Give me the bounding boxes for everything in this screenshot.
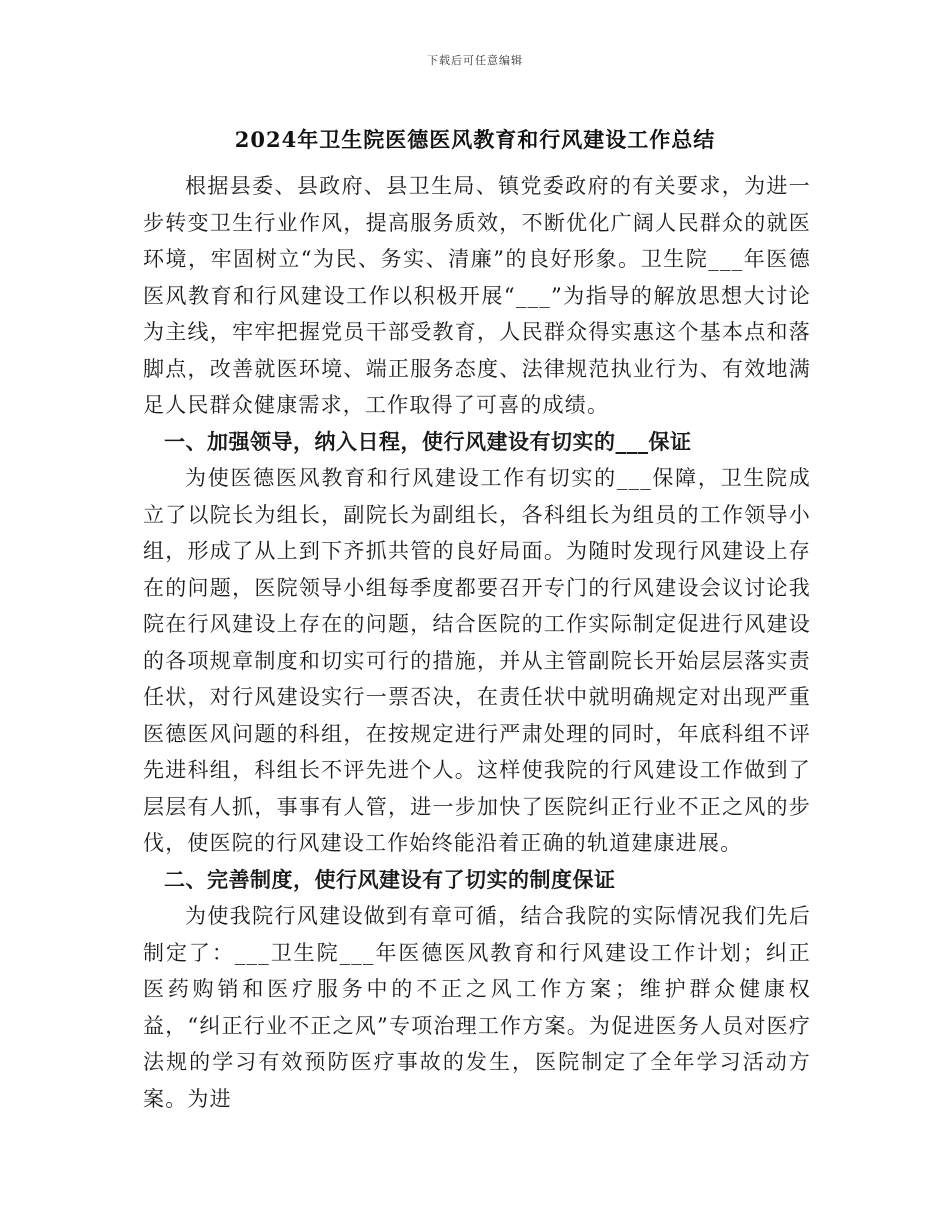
paragraph-section-2: 为使我院行风建设做到有章可循，结合我院的实际情况我们先后制定了：___卫生院___年医德医风教育和行风建设工作计划；纠正医药购销和医疗服务中的不正之风工作方案；维护群众健康权益，“纠正行业不正之风”专项治理工作方案。为促进医务人员对医疗法规的学习有效预防医疗事故的发生，医院制定了全年学习活动方案。为进 [143,904,811,1111]
section-heading-2: 二、完善制度，使行风建设有了切实的制度保证 [164,866,616,892]
paragraph-section-1: 为使医德医风教育和行风建设工作有切实的___保障，卫生院成立了以院长为组长，副院长为副组长，各科组长为组员的工作领导小组，形成了从上到下齐抓共管的良好局面。为随时发现行风建设上存在的问题，医院领导小组每季度都要召开专门的行风建设会议讨论我院在行风建设上存在的问题，结合医院的工作实际制定促进行风建设的各项规章制度和切实可行的措施，并从主管副院长开始层层落实责任状，对行风建设实行一票否决，在责任状中就明确规定对出现严重医德医风问题的科组，在按规定进行严肃处理的同时，年底科组不评先进科组，科组长不评先进个人。这样使我院的行风建设工作做到了层层有人抓，事事有人管，进一步加快了医院纠正行业不正之风的步伐，使医院的行风建设工作始终能沿着正确的轨道建康进展。 [143,466,811,855]
document-title: 2024年卫生院医德医风教育和行风建设工作总结 [234,127,716,152]
document-body [143,168,811,1117]
paragraph-intro: 根据县委、县政府、县卫生局、镇党委政府的有关要求，为进一步转变卫生行业作风，提高服务质效，不断优化广阔人民群众的就医环境，牢固树立“为民、务实、清廉”的良好形象。卫生院___年医德医风教育和行风建设工作以积极开展“___”为指导的解放思想大讨论为主线，牢牢把握党员干部受教育，人民群众得实惠这个基本点和落脚点，改善就医环境、端正服务态度、法律规范执业行为、有效地满足人民群众健康需求，工作取得了可喜的成绩。 [143,174,811,417]
header-note: 下载后可任意编辑 [427,54,523,67]
section-heading-1: 一、加强领导，纳入日程，使行风建设有切实的___保证 [164,428,692,454]
